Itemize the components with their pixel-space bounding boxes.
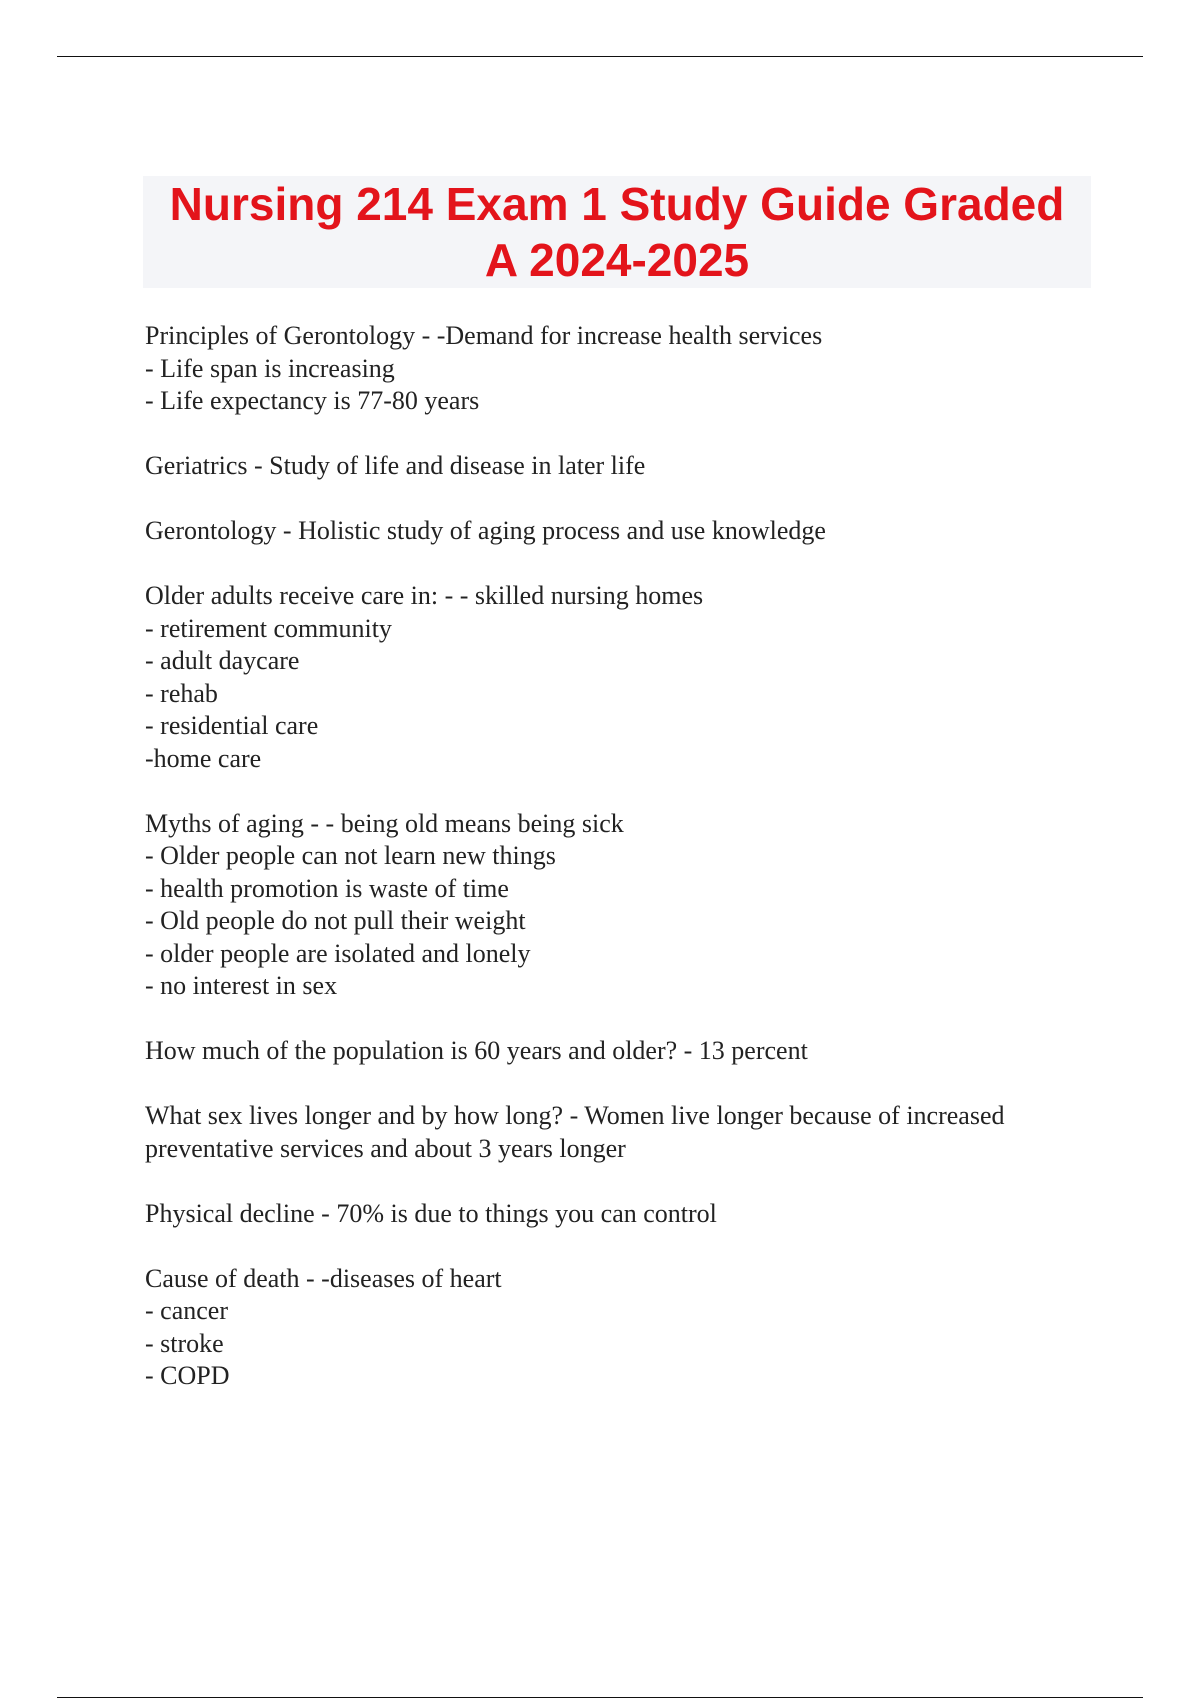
top-rule [57, 56, 1143, 57]
entry-line: - health promotion is waste of time [145, 873, 509, 903]
entry-population-60-plus [145, 1035, 1105, 1068]
entry-line: Physical decline - 70% is due to things you can control [145, 1198, 717, 1228]
entry-line: - rehab [145, 678, 218, 708]
entry-gerontology [145, 515, 1105, 548]
entry-line: Cause of death - -diseases of heart [145, 1263, 502, 1293]
entry-line: -home care [145, 743, 262, 773]
study-guide-content [145, 320, 1105, 1425]
entry-myths-of-aging [145, 808, 1105, 1003]
document-title-line-1: Nursing 214 Exam 1 Study Guide Graded [169, 178, 1065, 230]
entry-line: - older people are isolated and lonely [145, 938, 531, 968]
entry-sex-longevity [145, 1100, 1105, 1165]
entry-line: - residential care [145, 711, 319, 740]
entry-principles-of-gerontology [145, 320, 1105, 418]
entry-line: - stroke [145, 1328, 224, 1358]
entry-line: - COPD [145, 1361, 230, 1390]
entry-line: What sex lives longer and by how long? - Women live longer because of increased [145, 1101, 1005, 1130]
entry-line: Principles of Gerontology - -Demand for increase health services [145, 321, 823, 350]
document-title [143, 176, 1091, 288]
entry-physical-decline [145, 1198, 1105, 1231]
entry-line: - adult daycare [145, 646, 300, 675]
entry-cause-of-death [145, 1263, 1105, 1393]
document-title-line-2: A 2024-2025 [484, 234, 750, 286]
entry-line: - Life expectancy is 77-80 years [145, 386, 480, 415]
entry-geriatrics [145, 450, 1105, 483]
bottom-rule [57, 1697, 1143, 1698]
entry-line: - no interest in sex [145, 971, 338, 1000]
entry-line: preventative services and about 3 years longer [145, 1133, 626, 1163]
entry-line: Myths of aging - - being old means being sick [145, 808, 624, 838]
entry-line: Older adults receive care in: - - skilled nursing homes [145, 581, 704, 610]
entry-line: - Older people can not learn new things [145, 841, 556, 870]
entry-line: Gerontology - Holistic study of aging process and use knowledge [145, 516, 826, 545]
entry-line: - retirement community [145, 613, 392, 643]
entry-line: - Life span is increasing [145, 353, 395, 383]
entry-line: Geriatrics - Study of life and disease in later life [145, 451, 646, 480]
entry-line: - cancer [145, 1296, 228, 1325]
entry-line: - Old people do not pull their weight [145, 906, 526, 935]
entry-care-settings [145, 580, 1105, 775]
entry-line: How much of the population is 60 years and older? - 13 percent [145, 1036, 808, 1065]
